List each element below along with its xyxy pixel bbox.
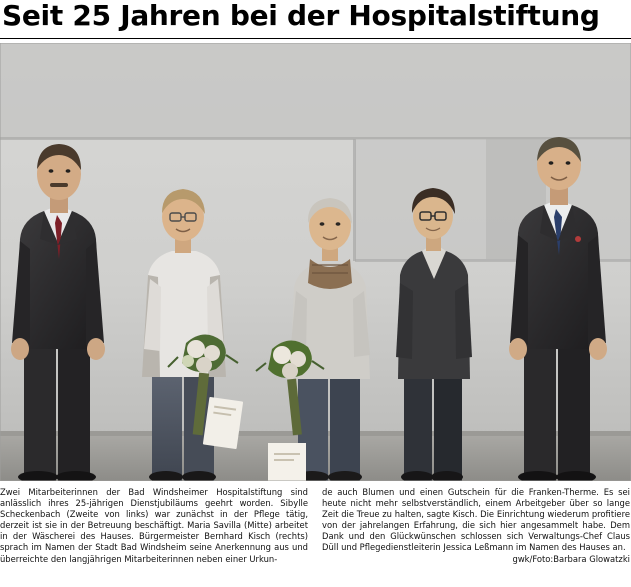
caption-column-right — [322, 487, 630, 565]
article-photo — [0, 43, 631, 481]
photo-credit: gwk/Foto:Barbara Glowatzki — [512, 553, 630, 564]
photo-illustration — [0, 43, 631, 481]
caption-column-left — [0, 487, 308, 565]
caption-text-left: Zwei Mitarbeiterinnen der Bad Windsheimer Hospitalstiftung sind anlässlich ihres 25-jährigen Dienstjubiläums geehrt worden. Sibylle Scheckenbach (Zweite von links) war zunächst in der Pflege tätig, derzeit ist sie in der Betreuung beschäftigt. Maria Savilla (Mitte) arbeitet in der Wäscherei des Hauses. Bürgermeister Bernhard Kisch (rechts) sprach im Namen der Stadt Bad Windsheim seine Anerkennung aus und überreichte den langjährigen Mitarbeiterinnen neben einer Urkun- — [0, 487, 308, 564]
caption-text-right: de auch Blumen und einen Gutschein für die Franken-Therme. Es sei heute nicht mehr selbstverständlich, einem Arbeitgeber über so lange Zeit die Treue zu halten, sagte Kisch. Die Einrichtung wiederum profitiere von der jahrelangen Erfahrung, die sich hier angesammelt habe. Dem Dank und den Glückwünschen schlossen sich Verwaltungs-Chef Claus Düll und Pflegedienstleiterin Jessica Leßmann im Namen des Hauses an. — [322, 487, 630, 553]
page-title: Seit 25 Jahren bei der Hospitalstiftung — [2, 0, 600, 32]
horizontal-rule — [0, 38, 631, 39]
photo-caption — [0, 487, 631, 565]
headline-container — [0, 0, 631, 40]
